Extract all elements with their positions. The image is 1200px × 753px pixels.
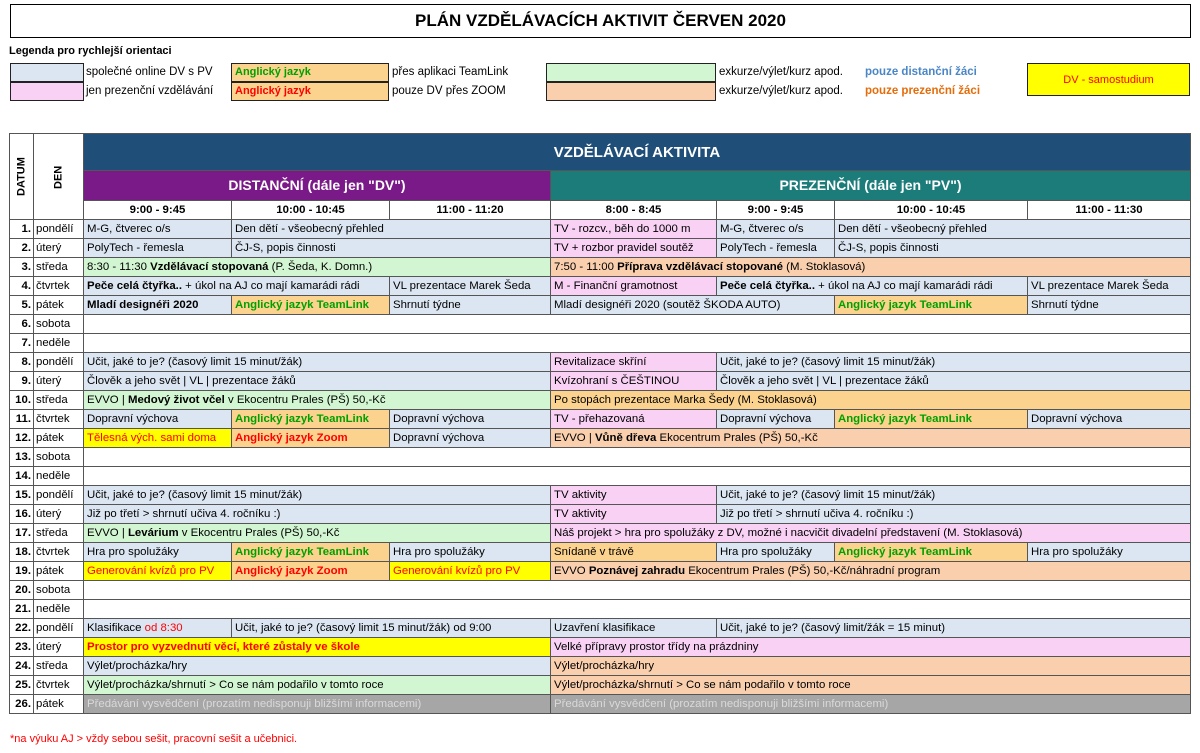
presence-activity-cell xyxy=(551,486,717,505)
day-cell: středa xyxy=(34,258,84,277)
activity-bold-text: Vůně dřeva xyxy=(594,431,657,444)
activity-text: Shrnutí týdne xyxy=(393,298,461,311)
schedule-table xyxy=(9,133,1191,714)
distance-activity-cell xyxy=(84,486,551,505)
date-cell: 7. xyxy=(10,334,34,353)
activity-text: Anglický jazyk TeamLink xyxy=(235,545,369,558)
presence-activity-cell xyxy=(1028,410,1191,429)
activity-text: Výlet/procházka/hry xyxy=(87,659,188,672)
activity-text: Již po třetí > shrnutí učiva 4. ročníku :) xyxy=(720,507,914,520)
legend-label: pouze prezenční žáci xyxy=(865,85,981,97)
distance-activity-cell xyxy=(84,277,390,296)
activity-text: Dopravní výchova xyxy=(393,412,485,425)
day-cell: pondělí xyxy=(34,486,84,505)
activity-text: v Ekocentru Prales (PŠ) 50,-Kč xyxy=(178,526,340,539)
schedule-row xyxy=(10,562,1191,581)
activity-bold-text: Příprava vzdělávací stopované xyxy=(617,260,784,273)
distance-activity-cell xyxy=(84,410,232,429)
presence-activity-cell xyxy=(551,676,1191,695)
distance-activity-cell xyxy=(84,657,551,676)
legend-swatch-pink xyxy=(10,82,84,101)
distance-activity-cell xyxy=(84,296,232,315)
distance-activity-cell xyxy=(84,695,551,714)
day-cell: neděle xyxy=(34,600,84,619)
distance-activity-cell xyxy=(84,505,551,524)
schedule-row xyxy=(10,372,1191,391)
presence-activity-cell xyxy=(551,429,1191,448)
schedule-row xyxy=(10,258,1191,277)
activity-text: Anglický jazyk TeamLink xyxy=(235,412,369,425)
date-cell: 5. xyxy=(10,296,34,315)
presence-activity-cell xyxy=(835,239,1191,258)
activity-text: Shrnutí týdne xyxy=(1031,298,1099,311)
schedule-row xyxy=(10,467,1191,486)
distance-activity-cell xyxy=(84,562,232,581)
date-cell: 14. xyxy=(10,467,34,486)
date-cell: 4. xyxy=(10,277,34,296)
distance-activity-cell xyxy=(232,239,551,258)
day-cell: pátek xyxy=(34,695,84,714)
presence-activity-cell xyxy=(717,543,835,562)
activity-text: TV aktivity xyxy=(554,488,607,501)
activity-text: Klasifikace xyxy=(87,621,145,634)
distance-activity-cell xyxy=(232,619,551,638)
schedule-row xyxy=(10,638,1191,657)
activity-text: Velké přípravy prostor třídy na prázdniny xyxy=(554,640,759,653)
activity-text: Anglický jazyk TeamLink xyxy=(838,545,972,558)
time-slot: 10:00 - 10:45 xyxy=(835,201,1028,220)
activity-text: Hra pro spolužáky xyxy=(1031,545,1123,558)
schedule-row xyxy=(10,353,1191,372)
day-cell: neděle xyxy=(34,334,84,353)
presence-activity-cell xyxy=(551,220,717,239)
presence-activity-cell xyxy=(551,239,717,258)
activity-text: Anglický jazyk Zoom xyxy=(235,431,348,444)
distance-activity-cell xyxy=(84,372,551,391)
schedule-row xyxy=(10,448,1191,467)
distance-activity-cell xyxy=(232,296,390,315)
date-cell: 20. xyxy=(10,581,34,600)
activity-text: Učit, jaké to je? (časový limit 15 minut/žák) xyxy=(720,355,936,368)
distance-activity-cell xyxy=(84,391,551,410)
activity-text: Hra pro spolužáky xyxy=(87,545,179,558)
datum-header: DATUM xyxy=(10,134,34,220)
date-cell: 16. xyxy=(10,505,34,524)
time-slot: 9:00 - 9:45 xyxy=(717,201,835,220)
activity-text: Učit, jaké to je? (časový limit 15 minut/žák) xyxy=(87,488,303,501)
activity-text: Učit, jaké to je? (časový limit 15 minut/žák) od 9:00 xyxy=(235,621,492,634)
activity-text: TV aktivity xyxy=(554,507,607,520)
distance-activity-cell xyxy=(390,277,551,296)
activity-text: Kvízohraní s ČEŠTINOU xyxy=(554,374,680,387)
date-cell: 25. xyxy=(10,676,34,695)
activity-text: Hra pro spolužáky xyxy=(393,545,485,558)
day-cell: pátek xyxy=(34,429,84,448)
activity-text: Revitalizace skříní xyxy=(554,355,647,368)
activity-text: VL prezentace Marek Šeda xyxy=(393,279,531,292)
distance-activity-cell xyxy=(390,562,551,581)
schedule-row xyxy=(10,391,1191,410)
presence-activity-cell xyxy=(835,410,1028,429)
schedule-row xyxy=(10,600,1191,619)
activity-text: Anglický jazyk TeamLink xyxy=(235,298,369,311)
activity-text: ČJ-S, popis činnosti xyxy=(838,241,939,254)
date-cell: 24. xyxy=(10,657,34,676)
activity-text: TV - rozcv., běh do 1000 m xyxy=(554,222,691,235)
activity-text: EVVO | xyxy=(87,526,128,539)
legend-self-study: DV - samostudium xyxy=(1027,63,1190,96)
activity-text: Výlet/procházka/hry xyxy=(554,659,655,672)
legend-label: jen prezenční vzdělávání xyxy=(86,85,214,97)
activity-text: Již po třetí > shrnutí učiva 4. ročníku :) xyxy=(87,507,281,520)
date-cell: 2. xyxy=(10,239,34,258)
distance-header: DISTANČNÍ (dále jen "DV") xyxy=(84,171,551,201)
presence-activity-cell xyxy=(551,391,1191,410)
activity-bold-text: Peče celá čtyřka.. xyxy=(87,279,182,292)
date-cell: 8. xyxy=(10,353,34,372)
schedule-row xyxy=(10,296,1191,315)
activity-text: Výlet/procházka/shrnutí > Co se nám podařilo v tomto roce xyxy=(554,678,851,691)
day-cell: čtvrtek xyxy=(34,410,84,429)
presence-activity-cell xyxy=(551,258,1191,277)
activity-bold-text: Peče celá čtyřka.. xyxy=(720,279,815,292)
legend-english-zoom: Anglický jazyk xyxy=(231,82,389,101)
activity-text: Předávání vysvědčení (prozatím nedisponuji bližšími informacemi) xyxy=(554,697,889,710)
activity-text: v Ekocentru Prales (PŠ) 50,-Kč xyxy=(224,393,386,406)
legend-title: Legenda pro rychlejší orientaci xyxy=(9,45,172,57)
weekend-cell xyxy=(84,334,1191,353)
date-cell: 6. xyxy=(10,315,34,334)
activity-text: Den dětí - všeobecný přehled xyxy=(838,222,987,235)
activity-text: Den dětí - všeobecný přehled xyxy=(235,222,384,235)
distance-activity-cell xyxy=(84,429,232,448)
day-cell: neděle xyxy=(34,467,84,486)
legend-label: exkurze/výlet/kurz apod. xyxy=(719,85,844,97)
date-cell: 10. xyxy=(10,391,34,410)
distance-activity-cell xyxy=(232,543,390,562)
schedule-row xyxy=(10,657,1191,676)
schedule-row xyxy=(10,410,1191,429)
activity-text: Snídaně v trávě xyxy=(554,545,634,558)
day-cell: čtvrtek xyxy=(34,543,84,562)
distance-activity-cell xyxy=(84,239,232,258)
activity-text: Tělesná vých. sami doma xyxy=(87,431,217,444)
date-cell: 13. xyxy=(10,448,34,467)
activity-text: Anglický jazyk Zoom xyxy=(235,564,348,577)
activity-text: Ekocentrum Prales (PŠ) 50,-Kč/náhradní program xyxy=(685,564,941,577)
day-cell: pondělí xyxy=(34,619,84,638)
presence-activity-cell xyxy=(551,695,1191,714)
activity-text: (M. Stoklasová) xyxy=(783,260,866,273)
time-slot: 10:00 - 10:45 xyxy=(232,201,390,220)
activity-text: Náš projekt > hra pro spolužáky z DV, možné i nacvičit divadelní představení (M. Stoklasová) xyxy=(554,526,1023,539)
time-slot: 9:00 - 9:45 xyxy=(84,201,232,220)
presence-activity-cell xyxy=(717,410,835,429)
date-cell: 3. xyxy=(10,258,34,277)
date-cell: 22. xyxy=(10,619,34,638)
date-cell: 19. xyxy=(10,562,34,581)
day-cell: středa xyxy=(34,391,84,410)
activity-text: Po stopách prezentace Marka Šedy (M. Stoklasová) xyxy=(554,393,817,406)
activity-text: M-G, čtverec o/s xyxy=(87,222,171,235)
activity-text: Generování kvízů pro PV xyxy=(87,564,215,577)
activity-text: Anglický jazyk TeamLink xyxy=(838,412,972,425)
day-cell: čtvrtek xyxy=(34,277,84,296)
activity-text: M - Finanční gramotnost xyxy=(554,279,678,292)
activity-bold-text: Vzdělávací stopovaná xyxy=(150,260,269,273)
activity-text: Generování kvízů pro PV xyxy=(393,564,521,577)
presence-header: PREZENČNÍ (dále jen "PV") xyxy=(551,171,1191,201)
schedule-row xyxy=(10,524,1191,543)
day-cell: pondělí xyxy=(34,353,84,372)
activity-text: Anglický jazyk TeamLink xyxy=(838,298,972,311)
weekend-cell xyxy=(84,315,1191,334)
presence-activity-cell xyxy=(717,486,1191,505)
presence-activity-cell xyxy=(551,543,717,562)
schedule-row xyxy=(10,220,1191,239)
activity-red-text: od 8:30 xyxy=(144,621,183,634)
activity-header: VZDĚLÁVACÍ AKTIVITA xyxy=(84,134,1191,171)
presence-activity-cell xyxy=(551,562,1191,581)
day-cell: úterý xyxy=(34,638,84,657)
schedule-row xyxy=(10,581,1191,600)
activity-text: + úkol na AJ co mají kamarádi rádi xyxy=(815,279,993,292)
distance-activity-cell xyxy=(84,258,551,277)
distance-activity-cell xyxy=(232,429,390,448)
day-cell: pátek xyxy=(34,562,84,581)
activity-text: Dopravní výchova xyxy=(720,412,812,425)
presence-activity-cell xyxy=(717,277,1028,296)
activity-text: PolyTech - řemesla xyxy=(720,241,817,254)
weekend-cell xyxy=(84,467,1191,486)
den-header: DEN xyxy=(34,134,84,220)
activity-text: PolyTech - řemesla xyxy=(87,241,184,254)
activity-text: Učit, jaké to je? (časový limit 15 minut/žák) xyxy=(87,355,303,368)
date-cell: 21. xyxy=(10,600,34,619)
day-cell: středa xyxy=(34,524,84,543)
activity-bold-text: Medový život včel xyxy=(127,393,225,406)
presence-activity-cell xyxy=(551,657,1191,676)
activity-text: Prostor pro vyzvednutí věcí, které zůstaly ve škole xyxy=(87,640,360,653)
distance-activity-cell xyxy=(390,296,551,315)
legend-english-teamlink: Anglický jazyk xyxy=(231,63,389,82)
activity-bold-text: Poznávej zahradu xyxy=(588,564,686,577)
legend-swatch-green xyxy=(546,63,716,82)
date-cell: 1. xyxy=(10,220,34,239)
activity-text: Dopravní výchova xyxy=(87,412,179,425)
presence-activity-cell xyxy=(551,372,717,391)
legend-label: pouze distanční žáci xyxy=(865,66,977,78)
distance-activity-cell xyxy=(84,220,232,239)
distance-activity-cell xyxy=(84,676,551,695)
activity-text: Předávání vysvědčení (prozatím nedisponuji bližšími informacemi) xyxy=(87,697,422,710)
presence-activity-cell xyxy=(551,505,717,524)
schedule-row xyxy=(10,277,1191,296)
schedule-row xyxy=(10,543,1191,562)
presence-activity-cell xyxy=(1028,543,1191,562)
legend-label: přes aplikaci TeamLink xyxy=(392,66,509,78)
activity-text: Uzavření klasifikace xyxy=(554,621,656,634)
footnote: *na výuku AJ > vždy sebou sešit, pracovní sešit a učebnici. xyxy=(10,733,298,745)
distance-activity-cell xyxy=(232,562,390,581)
day-cell: sobota xyxy=(34,448,84,467)
day-cell: pátek xyxy=(34,296,84,315)
activity-text: + úkol na AJ co mají kamarádi rádi xyxy=(182,279,360,292)
activity-text: 8:30 - 11:30 xyxy=(87,260,151,273)
activity-text: TV - přehazovaná xyxy=(554,412,645,425)
presence-activity-cell xyxy=(835,220,1191,239)
date-cell: 17. xyxy=(10,524,34,543)
date-cell: 26. xyxy=(10,695,34,714)
date-cell: 18. xyxy=(10,543,34,562)
presence-activity-cell xyxy=(717,353,1191,372)
activity-text: Výlet/procházka/shrnutí > Co se nám podařilo v tomto roce xyxy=(87,678,384,691)
schedule-row xyxy=(10,334,1191,353)
schedule-row xyxy=(10,676,1191,695)
presence-activity-cell xyxy=(1028,277,1191,296)
time-slot: 11:00 - 11:20 xyxy=(390,201,551,220)
distance-activity-cell xyxy=(390,543,551,562)
schedule-row xyxy=(10,695,1191,714)
activity-text: M-G, čtverec o/s xyxy=(720,222,804,235)
date-cell: 15. xyxy=(10,486,34,505)
activity-text: EVVO | xyxy=(87,393,128,406)
presence-activity-cell xyxy=(551,296,835,315)
day-cell: úterý xyxy=(34,372,84,391)
distance-activity-cell xyxy=(84,543,232,562)
distance-activity-cell xyxy=(84,524,551,543)
weekend-cell xyxy=(84,448,1191,467)
schedule-row xyxy=(10,486,1191,505)
legend-label: exkurze/výlet/kurz apod. xyxy=(719,66,844,78)
presence-activity-cell xyxy=(717,505,1191,524)
presence-activity-cell xyxy=(835,296,1028,315)
legend-label: společné online DV s PV xyxy=(86,66,213,78)
day-cell: úterý xyxy=(34,239,84,258)
presence-activity-cell xyxy=(551,277,717,296)
day-cell: sobota xyxy=(34,315,84,334)
time-slot: 11:00 - 11:30 xyxy=(1028,201,1191,220)
presence-activity-cell xyxy=(835,543,1028,562)
activity-text: VL prezentace Marek Šeda xyxy=(1031,279,1169,292)
time-slot: 8:00 - 8:45 xyxy=(551,201,717,220)
activity-text: Učit, jaké to je? (časový limit/žák = 15 minut) xyxy=(720,621,946,634)
legend-swatch-blue xyxy=(10,63,84,82)
legend-label: pouze DV přes ZOOM xyxy=(392,85,506,97)
activity-text: Dopravní výchova xyxy=(393,431,485,444)
distance-activity-cell xyxy=(232,410,390,429)
activity-text: Mladí designéři 2020 (soutěž ŠKODA AUTO) xyxy=(554,298,781,311)
page-title: PLÁN VZDĚLÁVACÍCH AKTIVIT ČERVEN 2020 xyxy=(10,4,1191,38)
date-cell: 23. xyxy=(10,638,34,657)
day-cell: středa xyxy=(34,657,84,676)
presence-activity-cell xyxy=(717,220,835,239)
weekend-cell xyxy=(84,581,1191,600)
activity-text: EVVO | xyxy=(554,431,595,444)
day-cell: pondělí xyxy=(34,220,84,239)
activity-text: Člověk a jeho svět | VL | prezentace žáků xyxy=(87,374,296,387)
legend-swatch-orange xyxy=(546,82,716,101)
day-cell: sobota xyxy=(34,581,84,600)
activity-text: ČJ-S, popis činnosti xyxy=(235,241,336,254)
activity-text: Ekocentrum Prales (PŠ) 50,-Kč xyxy=(656,431,818,444)
date-cell: 12. xyxy=(10,429,34,448)
presence-activity-cell xyxy=(551,410,717,429)
day-cell: čtvrtek xyxy=(34,676,84,695)
distance-activity-cell xyxy=(84,353,551,372)
presence-activity-cell xyxy=(551,524,1191,543)
distance-activity-cell xyxy=(390,410,551,429)
activity-bold-text: Levárium xyxy=(127,526,179,539)
activity-text: TV + rozbor pravidel soutěž xyxy=(554,241,694,254)
presence-activity-cell xyxy=(551,619,717,638)
schedule-row xyxy=(10,239,1191,258)
schedule-row xyxy=(10,505,1191,524)
activity-bold-text: Mladí designéři 2020 xyxy=(87,298,199,311)
date-cell: 11. xyxy=(10,410,34,429)
distance-activity-cell xyxy=(390,429,551,448)
activity-text: 7:50 - 11:00 xyxy=(554,260,618,273)
weekend-cell xyxy=(84,600,1191,619)
activity-text: Učit, jaké to je? (časový limit 15 minut/žák) xyxy=(720,488,936,501)
activity-text: EVVO xyxy=(554,564,589,577)
distance-activity-cell xyxy=(232,220,551,239)
schedule-row xyxy=(10,619,1191,638)
distance-activity-cell xyxy=(84,619,232,638)
activity-text: Hra pro spolužáky xyxy=(720,545,812,558)
day-cell: úterý xyxy=(34,505,84,524)
presence-activity-cell xyxy=(551,353,717,372)
presence-activity-cell xyxy=(717,619,1191,638)
schedule-row xyxy=(10,315,1191,334)
presence-activity-cell xyxy=(717,239,835,258)
activity-text: (P. Šeda, K. Domn.) xyxy=(268,260,373,273)
date-cell: 9. xyxy=(10,372,34,391)
presence-activity-cell xyxy=(1028,296,1191,315)
activity-text: Člověk a jeho svět | VL | prezentace žáků xyxy=(720,374,929,387)
schedule-row xyxy=(10,429,1191,448)
distance-activity-cell xyxy=(84,638,551,657)
presence-activity-cell xyxy=(717,372,1191,391)
presence-activity-cell xyxy=(551,638,1191,657)
activity-text: Dopravní výchova xyxy=(1031,412,1123,425)
